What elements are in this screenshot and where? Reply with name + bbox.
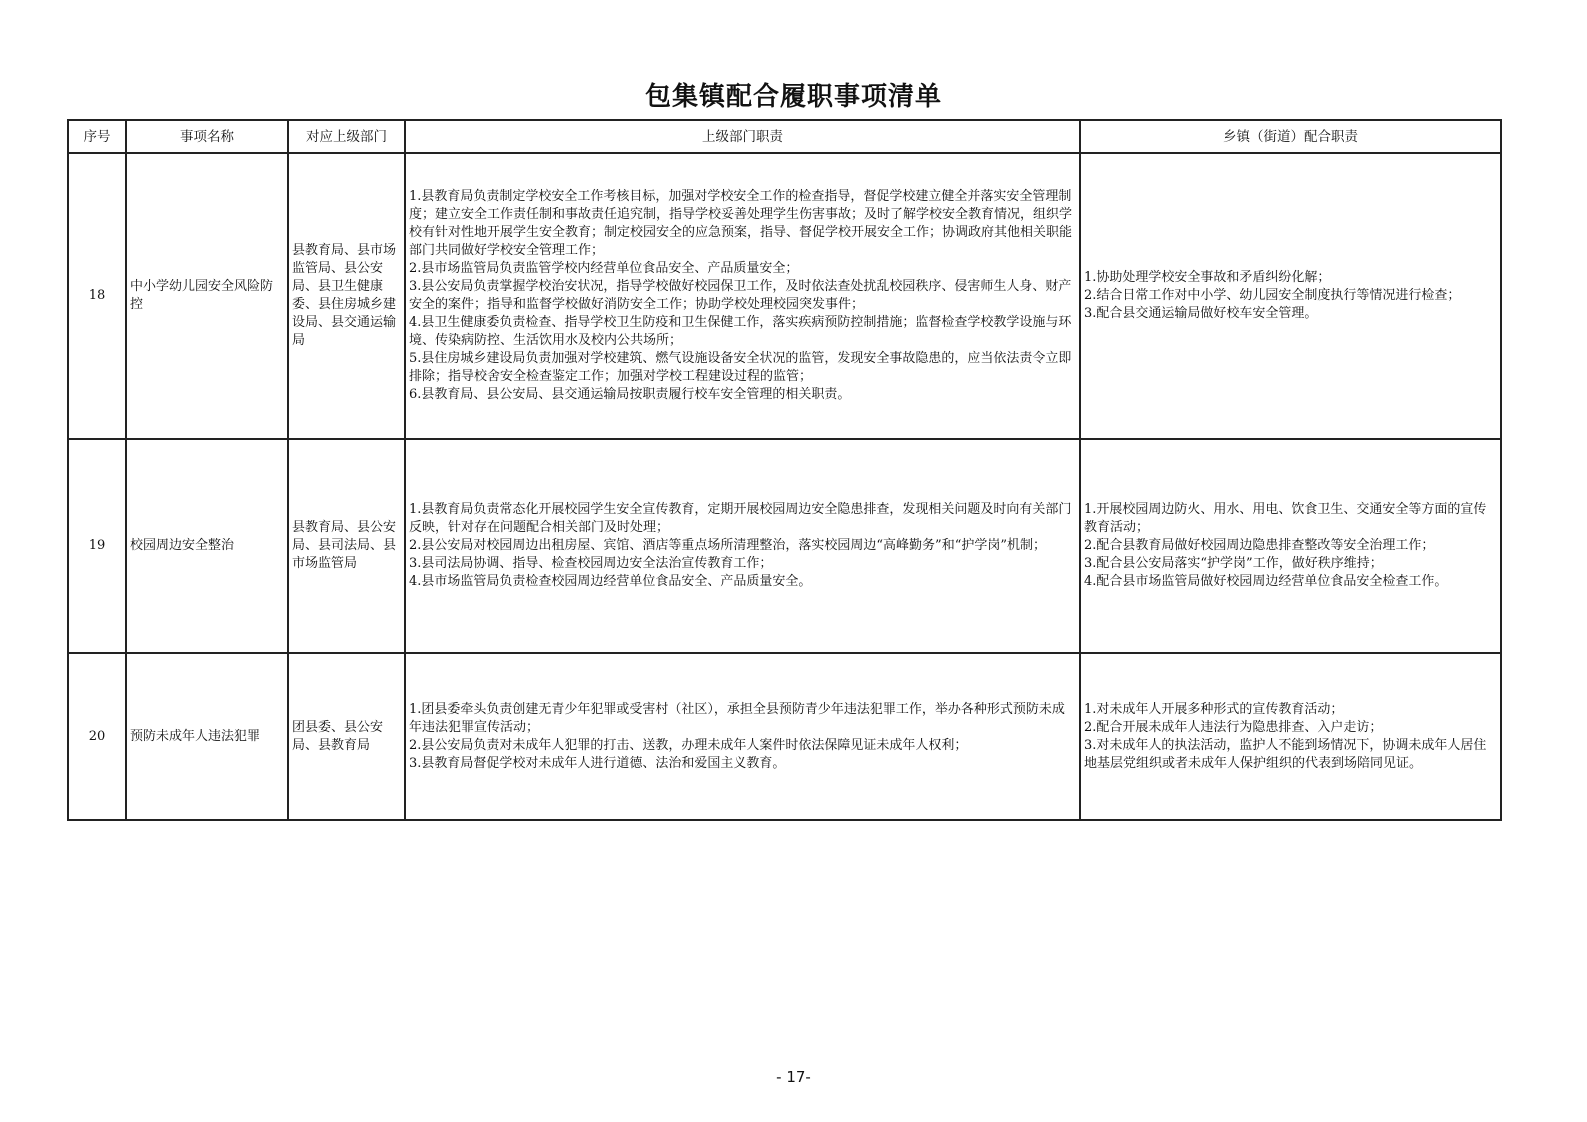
table-row xyxy=(68,653,1501,820)
town-duty-line: 3.配合县交通运输局做好校车安全管理。 xyxy=(1084,306,1318,321)
town-duty-line: 1.协助处理学校安全事故和矛盾纠纷化解； xyxy=(1084,270,1331,285)
header-duty: 上级部门职责 xyxy=(405,120,1080,153)
duty-line: 5.县住房城乡建设局负责加强对学校建筑、燃气设施设备安全状况的监管，发现安全事故隐患的，应当依法责令立即排除；指导校舍安全检查鉴定工作；加强对学校工程建设过程的监管； xyxy=(409,351,1072,384)
town-duty-line: 2.配合县教育局做好校园周边隐患排查整改等安全治理工作； xyxy=(1084,538,1435,553)
item-name: 预防未成年人违法犯罪 xyxy=(126,653,288,820)
dept-name: 县教育局、县公安局、县司法局、县市场监管局 xyxy=(288,439,405,653)
duty-line: 1.县教育局负责制定学校安全工作考核目标，加强对学校安全工作的检查指导，督促学校建立健全并落实安全管理制度；建立安全工作责任制和事故责任追究制，指导学校妥善处理学生伤害事故；及时了解学校安全教育情况，组织学校有针对性地开展学生安全教育；制定校园安全的应急预案，指导、督促学校开展安全工作；协调政府其他相关职能部门共同做好学校安全管理工作； xyxy=(409,189,1073,258)
town-duty-list xyxy=(1080,653,1501,820)
town-duty-list xyxy=(1080,153,1501,439)
dept-name: 县教育局、县市场监管局、县公安局、县卫生健康委、县住房城乡建设局、县交通运输局 xyxy=(288,153,405,439)
duty-line: 2.县公安局负责对未成年人犯罪的打击、送教，办理未成年人案件时依法保障见证未成年人权利； xyxy=(409,737,968,753)
header-no: 序号 xyxy=(68,120,126,153)
duty-line: 4.县卫生健康委负责检查、指导学校卫生防疫和卫生保健工作，落实疾病预防控制措施；监督检查学校教学设施与环境、传染病防控、生活饮用水及校内公共场所； xyxy=(409,315,1072,348)
duty-list xyxy=(405,439,1080,653)
town-duty-line: 4.配合县市场监管局做好校园周边经营单位食品安全检查工作。 xyxy=(1084,574,1448,589)
duty-line: 2.县公安局对校园周边出租房屋、宾馆、酒店等重点场所清理整治，落实校园周边“高峰勤务”和“护学岗”机制； xyxy=(409,538,1046,553)
town-duty-line: 1.开展校园周边防火、用水、用电、饮食卫生、交通安全等方面的宣传教育活动； xyxy=(1084,502,1487,535)
duty-line: 2.县市场监管局负责监管学校内经营单位食品安全、产品质量安全； xyxy=(409,261,799,276)
row-number: 18 xyxy=(68,153,126,439)
town-duty-list xyxy=(1080,439,1501,653)
duty-line: 3.县公安局负责掌握学校治安状况，指导学校做好校园保卫工作，及时依法查处扰乱校园秩序、侵害师生人身、财产安全的案件；指导和监督学校做好消防安全工作；协助学校处理校园突发事件； xyxy=(409,279,1072,312)
town-duty-line: 2.配合开展未成年人违法行为隐患排查、入户走访； xyxy=(1084,719,1383,735)
town-duty-line: 3.配合县公安局落实“护学岗”工作，做好秩序维持； xyxy=(1084,556,1383,571)
duty-line: 1.团县委牵头负责创建无青少年犯罪或受害村（社区），承担全县预防青少年违法犯罪工作，举办各种形式预防未成年违法犯罪宣传活动； xyxy=(409,701,1065,735)
table-header-row xyxy=(68,120,1501,153)
table-row xyxy=(68,153,1501,439)
duty-line: 3.县司法局协调、指导、检查校园周边安全法治宣传教育工作； xyxy=(409,556,773,571)
duty-line: 6.县教育局、县公安局、县交通运输局按职责履行校车安全管理的相关职责。 xyxy=(409,387,851,402)
duty-line: 3.县教育局督促学校对未成年人进行道德、法治和爱国主义教育。 xyxy=(409,755,786,771)
duty-list xyxy=(405,653,1080,820)
header-town: 乡镇（街道）配合职责 xyxy=(1080,120,1501,153)
header-dept: 对应上级部门 xyxy=(288,120,405,153)
row-number: 20 xyxy=(68,653,126,820)
page-title: 包集镇配合履职事项清单 xyxy=(644,82,942,112)
duty-line: 1.县教育局负责常态化开展校园学生安全宣传教育，定期开展校园周边安全隐患排查，发现相关问题及时向有关部门反映，针对存在问题配合相关部门及时处理； xyxy=(409,502,1072,535)
item-name: 校园周边安全整治 xyxy=(126,439,288,653)
town-duty-line: 2.结合日常工作对中小学、幼儿园安全制度执行等情况进行检查； xyxy=(1084,288,1461,303)
duty-line: 4.县市场监管局负责检查校园周边经营单位食品安全、产品质量安全。 xyxy=(409,574,812,589)
page-number: - 17- xyxy=(776,1068,811,1086)
item-name: 中小学幼儿园安全风险防控 xyxy=(126,153,288,439)
row-number: 19 xyxy=(68,439,126,653)
duty-table xyxy=(67,119,1502,821)
dept-name: 团县委、县公安局、县教育局 xyxy=(288,653,405,820)
town-duty-line: 1.对未成年人开展多种形式的宣传教育活动； xyxy=(1084,701,1344,717)
town-duty-line: 3.对未成年人的执法活动，监护人不能到场情况下，协调未成年人居住地基层党组织或者未成年人保护组织的代表到场陪同见证。 xyxy=(1084,737,1487,771)
header-item: 事项名称 xyxy=(126,120,288,153)
table-row xyxy=(68,439,1501,653)
duty-list xyxy=(405,153,1080,439)
